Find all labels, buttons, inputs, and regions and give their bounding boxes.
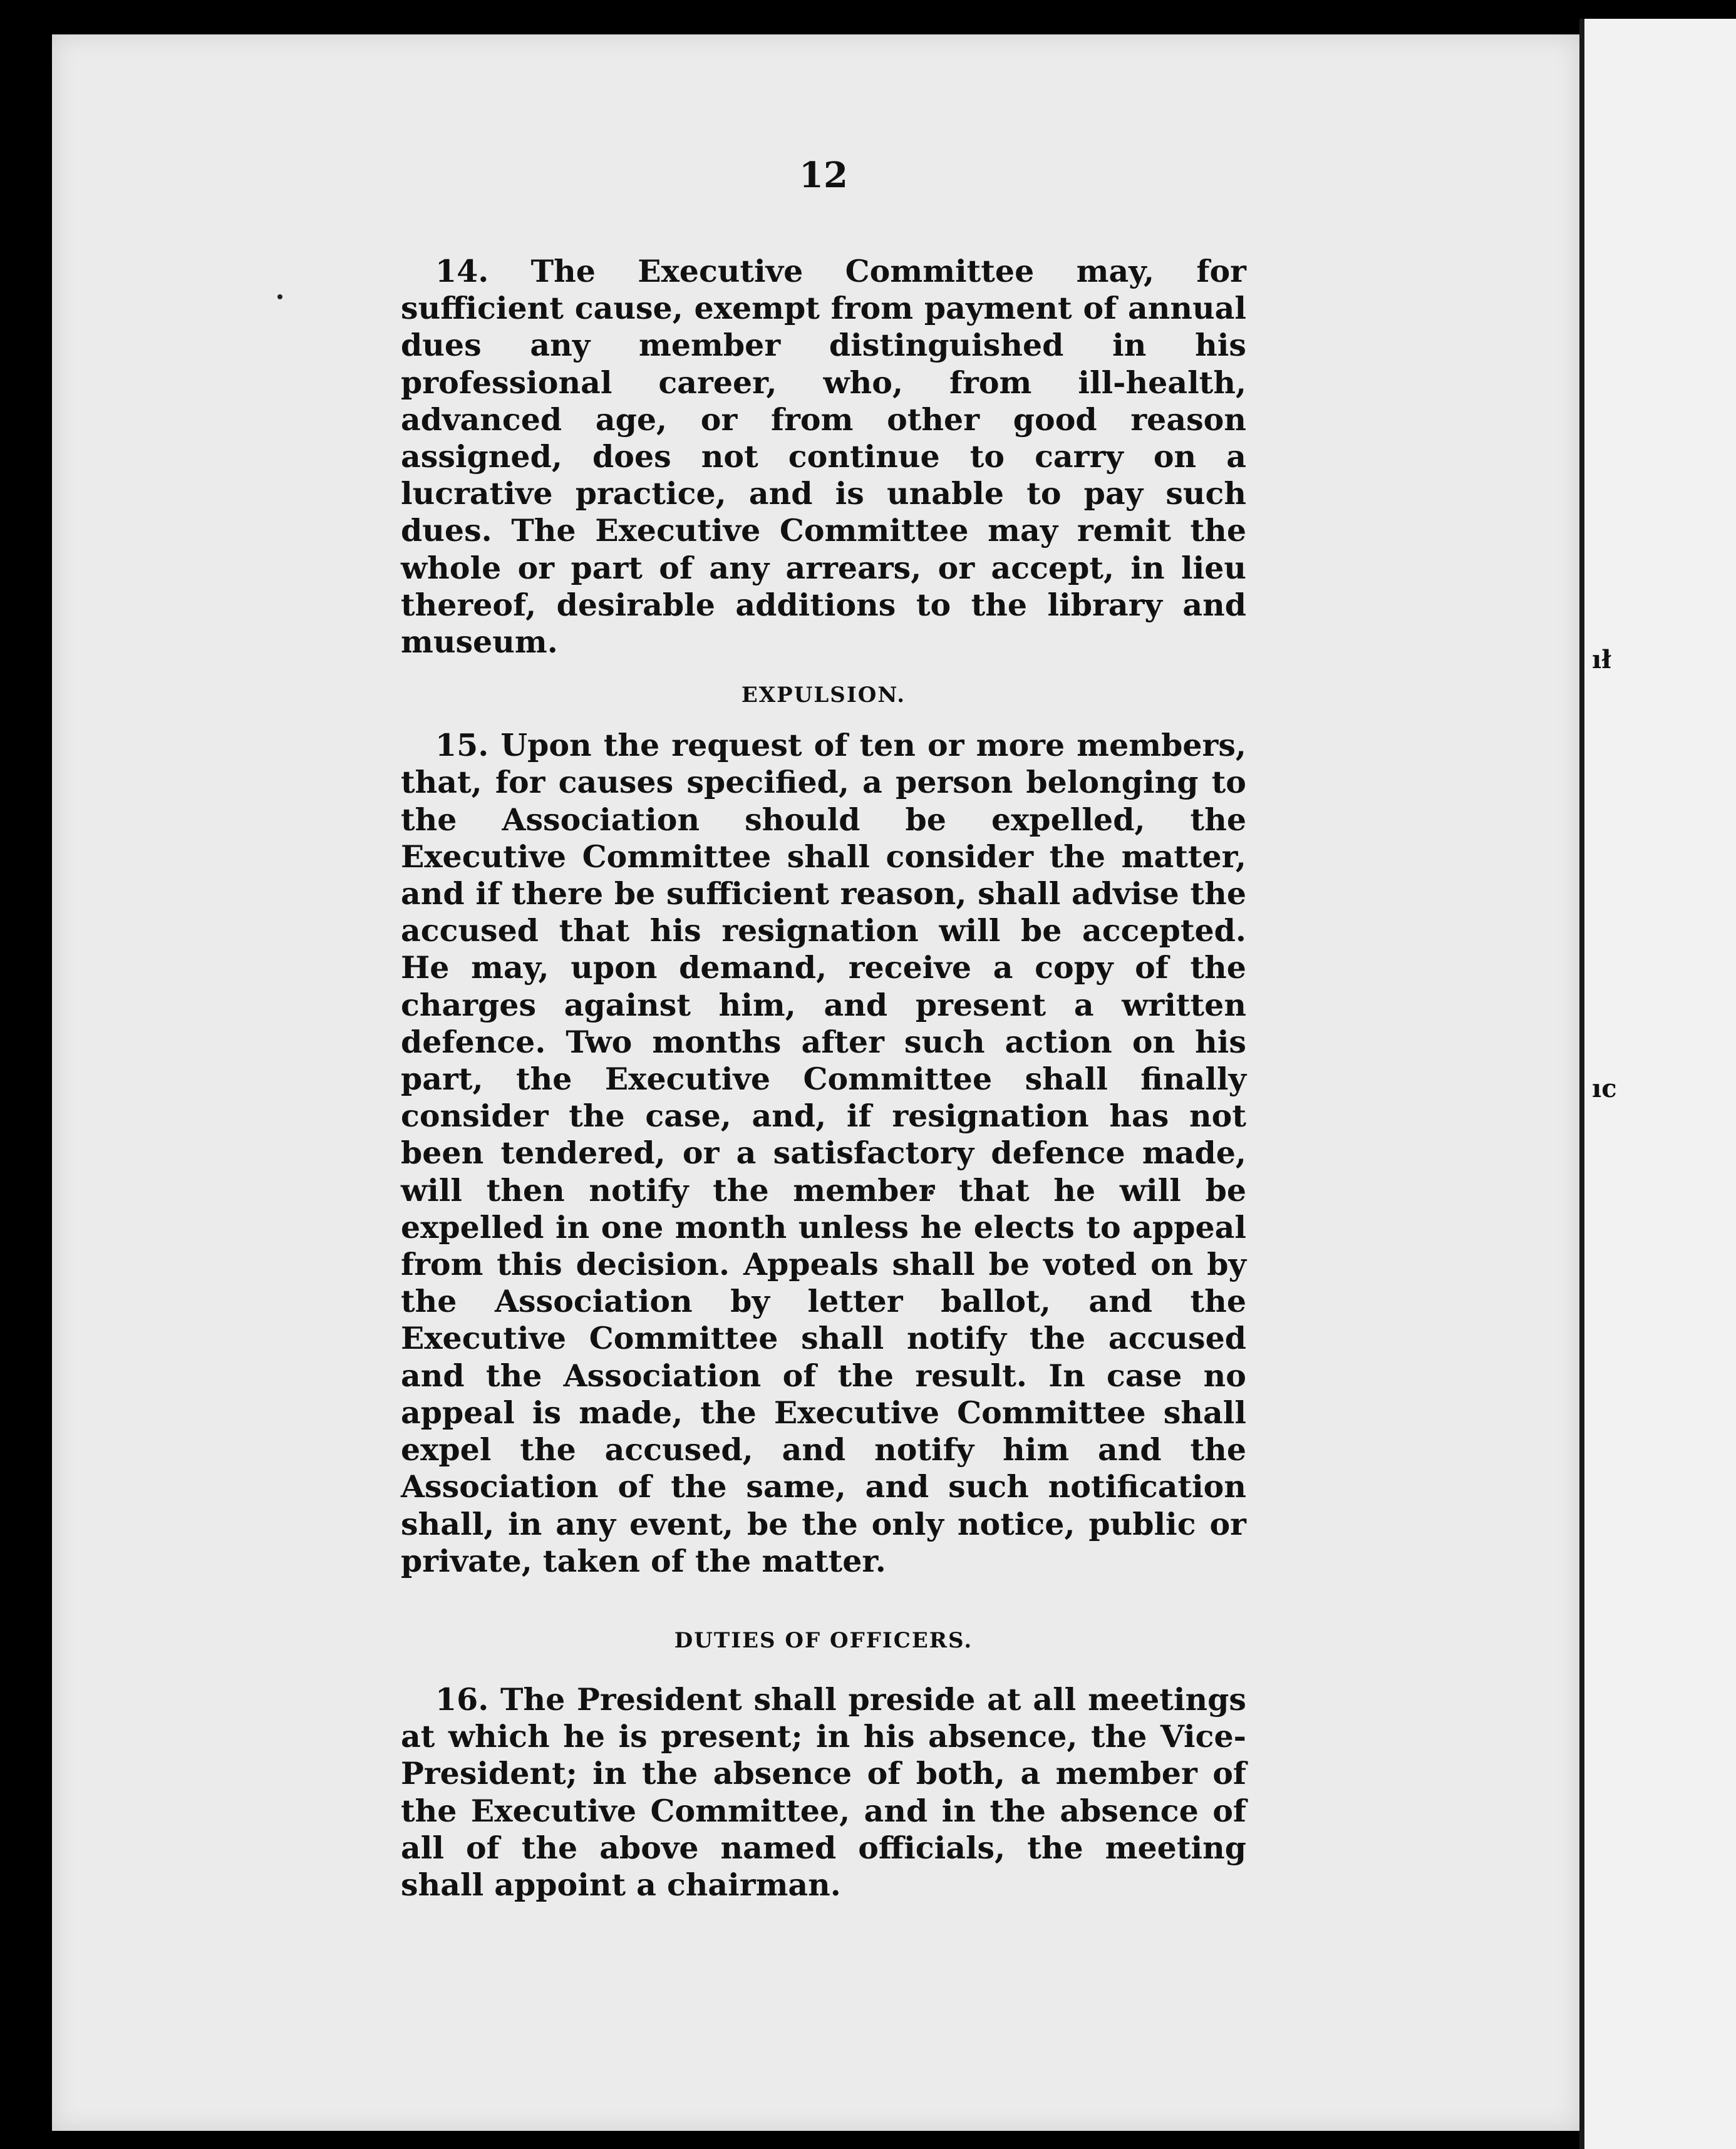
bleed-mark: ıc: [1592, 1074, 1617, 1103]
gutter-line: [1579, 19, 1584, 2149]
paragraph-16: 16. The President shall preside at all meetings at which he is present; in his absence, the Vice-President; in the absence of both, a member of the Executive Committee, and in the absence of all of the above named officials, the meeting shall appoint a chairman.: [401, 1681, 1246, 1903]
page-content: [401, 157, 1246, 1904]
bleed-mark: ıł: [1592, 645, 1611, 674]
adjacent-page-edge: [1584, 19, 1736, 2149]
paragraph-15: 15. Upon the request of ten or more members, that, for causes specified, a person belonging to the Association should be expelled, the Executive Committee shall consider the matter, and if there be sufficient reason, shall advise the accused that his resignation will be accepted. He may, upon demand, receive a copy of the charges against him, and present a written defence. Two months after such action on his part, the Executive Committee shall finally consider the case, and, if resignation has not been tendered, or a satisfactory defence made, will then notify the member that he will be expelled in one month unless he elects to appeal from this decision. Appeals shall be voted on by the Association by letter ballot, and the Executive Committee shall notify the accused and the Association of the result. In case no appeal is made, the Executive Committee shall expel the accused, and notify him and the Association of the same, and such notification shall, in any event, be the only notice, public or private, taken of the matter.: [401, 727, 1246, 1579]
page-number: 12: [799, 155, 848, 196]
stray-mark: [277, 294, 282, 299]
heading-duties-of-officers: DUTIES OF OFFICERS.: [674, 1627, 973, 1653]
paragraph-14: 14. The Executive Committee may, for sufficient cause, exempt from payment of annual dues any member distinguished in his professional career, who, from ill-health, advanced age, or from other good reason assigned, does not continue to carry on a lucrative practice, and is unable to pay such dues. The Executive Committee may remit the whole or part of any arrears, or accept, in lieu thereof, desirable additions to the library and museum.: [401, 253, 1246, 661]
heading-expulsion: EXPULSION.: [741, 683, 906, 708]
